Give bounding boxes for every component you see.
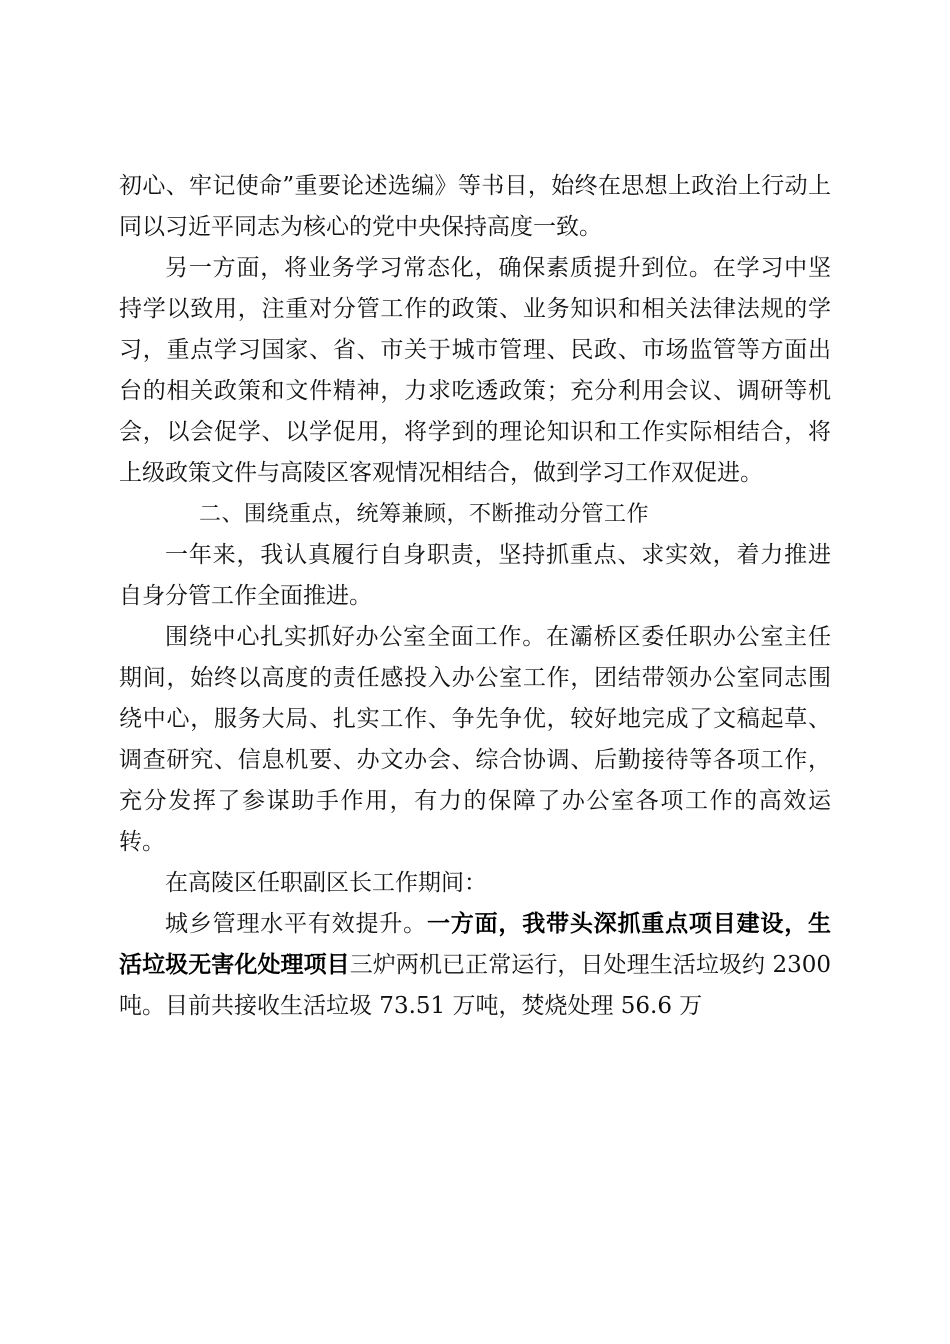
paragraph-6 [119, 904, 831, 1027]
paragraph-6-rest: 三炉两机已正常运行，日处理生活垃圾约 2300 吨。目前共接收生活垃圾 73.51 万吨，焚烧处理 56.6 万 [119, 952, 831, 1019]
paragraph-2: 另一方面，将业务学习常态化，确保素质提升到位。在学习中坚持学以致用，注重对分管工作的政策、业务知识和相关法律法规的学习，重点学习国家、省、市关于城市管理、民政、市场监管等方面出台的相关政策和文件精神，力求吃透政策；充分利用会议、调研等机会，以会促学、以学促用，将学到的理论知识和工作实际相结合，将上级政策文件与高陵区客观情况相结合，做到学习工作双促进。 [119, 255, 831, 486]
paragraph-5: 在高陵区任职副区长工作期间： [165, 870, 487, 896]
paragraph-6-bold: 一方面，我带头深抓重点项目建设，生活垃圾无害化处理项目 [119, 911, 832, 978]
paragraph-4: 围绕中心扎实抓好办公室全面工作。在灞桥区委任职办公室主任期间，始终以高度的责任感投入办公室工作，团结带领办公室同志围绕中心，服务大局、扎实工作、争先争优，较好地完成了文稿起草、调查研究、信息机要、办文办会、综合协调、后勤接待等各项工作，充分发挥了参谋助手作用，有力的保障了办公室各项工作的高效运转。 [119, 624, 831, 855]
paragraph-6-lead: 城乡管理水平有效提升。 [165, 911, 427, 937]
paragraph-3: 一年来，我认真履行自身职责，坚持抓重点、求实效，着力推进自身分管工作全面推进。 [119, 542, 831, 609]
paragraph-1: 初心、牢记使命”重要论述选编》等书目，始终在思想上政治上行动上同以习近平同志为核心的党中央保持高度一致。 [119, 173, 831, 240]
section-heading-2: 二、围绕重点，统筹兼顾，不断推动分管工作 [199, 502, 650, 527]
document-body [119, 166, 831, 1027]
